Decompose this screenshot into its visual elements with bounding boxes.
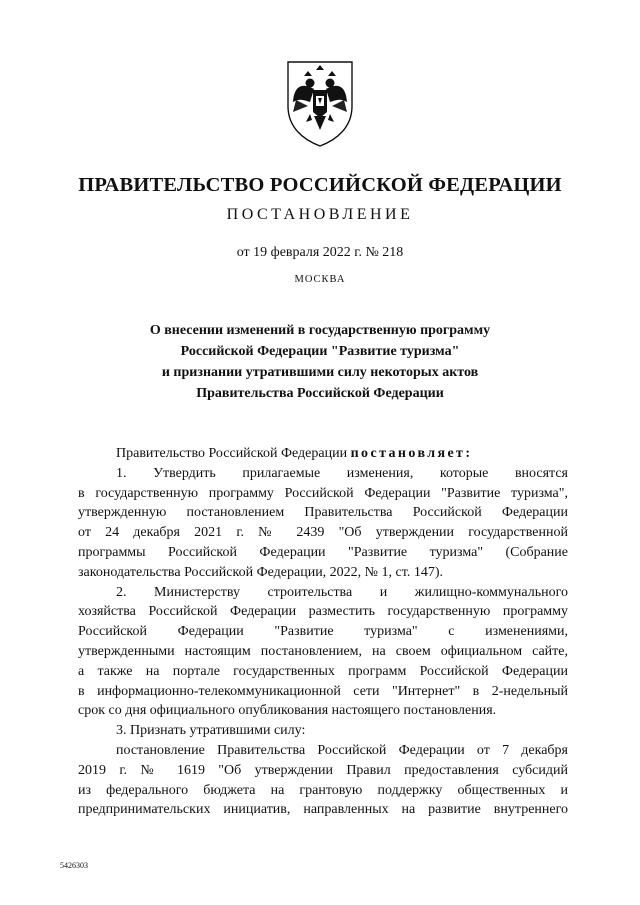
body-line: 1. Утвердить прилагаемые изменения, которые вносятся: [116, 465, 568, 481]
subject-line: и признании утратившими силу некоторых актов: [161, 365, 479, 380]
body-line: постановление Правительства Российской Федерации от 7 декабря: [116, 742, 568, 758]
government-title: ПРАВИТЕЛЬСТВО РОССИЙСКОЙ ФЕДЕРАЦИИ: [78, 174, 562, 196]
body-line: утвержденную постановлением Правительства Российской Федерации: [78, 505, 568, 521]
body-line: а также на портале государственных программ Российской Федерации: [78, 663, 568, 679]
body-line: от 24 декабря 2021 г. № 2439 "Об утверждении государственной: [78, 525, 568, 541]
body-line: программы Российской Федерации "Развитие туризма" (Собрание: [78, 544, 568, 560]
body-line: в государственную программу Российской Федерации "Развитие туризма",: [78, 485, 568, 501]
document-city: МОСКВА: [294, 274, 346, 285]
body-line: 2. Министерству строительства и жилищно-коммунального: [116, 584, 568, 600]
document-body: [78, 444, 568, 820]
body-line: в информационно-телекоммуникационной сети "Интернет" в 2-недельный: [78, 683, 568, 699]
body-line: законодательства Российской Федерации, 2022, № 1, ст. 147).: [78, 564, 443, 580]
document-type: ПОСТАНОВЛЕНИЕ: [226, 206, 414, 223]
coat-of-arms-icon: [280, 56, 360, 148]
subject-line: Российской Федерации "Развитие туризма": [180, 344, 460, 359]
body-line: 3. Признать утратившими силу:: [116, 723, 306, 739]
body-intro: Правительство Российской Федерации: [116, 446, 348, 461]
decree-word: постановляет:: [350, 446, 473, 461]
subject-line: Правительства Российской Федерации: [196, 386, 444, 401]
subject-line: О внесении изменений в государственную программу: [149, 323, 491, 338]
body-line: утвержденными настоящим постановлением, на своем официальном сайте,: [78, 643, 568, 659]
body-line: хозяйства Российской Федерации разместить государственную программу: [78, 604, 568, 620]
body-line: Российской Федерации "Развитие туризма" с изменениями,: [78, 624, 568, 640]
body-line: срок со дня официального опубликования настоящего постановления.: [78, 703, 497, 719]
body-line: 2019 г. № 1619 "Об утверждении Правил предоставления субсидий: [78, 762, 568, 778]
document-subject: [0, 320, 640, 404]
document-date-number: от 19 февраля 2022 г. № 218: [236, 245, 404, 260]
body-line: предпринимательских инициатив, направленных на развитие внутреннего: [78, 802, 568, 818]
body-intro-line: [78, 444, 568, 464]
document-code: 5426303: [60, 861, 88, 870]
body-line: из федерального бюджета на грантовую поддержку общественных и: [78, 782, 568, 798]
